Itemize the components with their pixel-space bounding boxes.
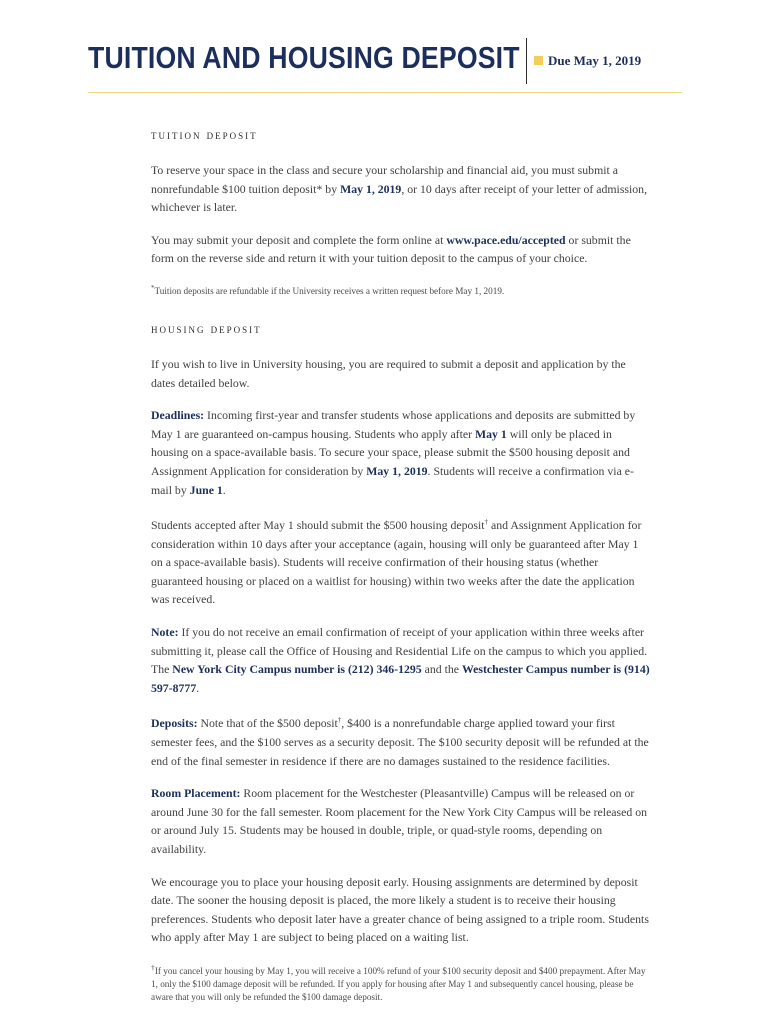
header-divider [526, 38, 527, 84]
footnote-mark: † [484, 518, 489, 527]
text: . Students will receive a confirmation via e-mail by [151, 464, 634, 497]
note-paragraph [151, 623, 651, 697]
tuition-paragraph-2 [151, 231, 651, 268]
due-marker-square [534, 56, 543, 65]
text: , $400 is a nonrefundable charge applied toward your first semester fees, and the $100 serves as a security deposit. The $100 security deposit will be refunded at the end of the final semester in residence if there are no damages sustained to the residence facilities. [151, 716, 649, 768]
document-body [151, 128, 651, 1004]
westchester-phone: Westchester Campus number is (914) 597-8777 [151, 662, 650, 695]
text: and the [421, 662, 462, 677]
tuition-deadline: May 1, 2019 [340, 181, 402, 196]
text: Incoming first-year and transfer students whose applications and deposits are submitted by May 1 are guaranteed on-campus housing. Students who apply after [151, 408, 636, 441]
nyc-phone: New York City Campus number is (212) 346-1295 [172, 662, 422, 677]
text: , or 10 days after receipt of your letter of admission, whichever is later. [151, 181, 648, 215]
footnote-mark: * [151, 283, 155, 292]
room-placement-paragraph [151, 784, 651, 858]
due-date: Due May 1, 2019 [548, 53, 642, 68]
after-may-paragraph [151, 513, 651, 609]
tuition-heading: tuition deposit [151, 128, 258, 142]
footnote-text: Tuition deposits are refundable if the University receives a written request before May 1, 2019. [154, 286, 505, 297]
header-rule [88, 92, 682, 93]
text: will only be placed in housing on a space-available basis. To secure your space, please submit the $500 housing deposit and Assignment Application for consideration by [151, 426, 630, 478]
text: If you do not receive an email confirmation of receipt of your application within three weeks after submitting it, please call the Office of Housing and Residential Life on the campus to which you applied. The [151, 625, 648, 677]
text: Room placement for the Westchester (Pleasantville) Campus will be released on or around June 30 for the fall semester. Room placement for the New York City Campus will be released on or around July 15. Students may be housed in double, triple, or quad-style rooms, depending on availability. [151, 786, 648, 856]
text: Note that of the $500 deposit [197, 716, 338, 731]
room-placement-label: Room Placement: [151, 786, 241, 801]
deposits-paragraph [151, 711, 651, 770]
encourage-paragraph: We encourage you to place your housing deposit early. Housing assignments are determined by deposit date. The sooner the housing deposit is placed, the more likely a student is to receive their housing preferences. Students who deposit later have a greater chance of being assigned to a triple room. Students who apply after May 1 are subject to being placed on a waiting list. [151, 874, 649, 945]
page-title: TUITION AND HOUSING DEPOSIT [88, 40, 520, 75]
note-label: Note: [151, 625, 179, 640]
housing-heading: housing deposit [151, 322, 262, 337]
housing-intro: If you wish to live in University housing, you are required to submit a deposit and application by the dates detailed below. [151, 357, 626, 390]
text: . [196, 680, 200, 695]
text: You may submit your deposit and complete the form online at [151, 232, 447, 247]
highlight-date: June 1 [189, 482, 223, 497]
footnote-text: If you cancel your housing by May 1, you will receive a 100% refund of your $100 security deposit and $400 prepayment. After May 1, only the $100 damage deposit will be refunded. If you apply for housing after May 1 and subsequently cancel housing, please be aware that you will only be refunded the $100 damage deposit. [151, 965, 646, 1002]
highlight-date: May 1 [475, 426, 507, 441]
text: Students accepted after May 1 should submit the $500 housing deposit [151, 518, 485, 533]
text: or submit the form on the reverse side and return it with your tuition deposit to the campus of your choice. [151, 232, 631, 266]
tuition-paragraph-1 [151, 161, 651, 217]
text: . [222, 482, 226, 497]
tuition-footnote [151, 282, 651, 298]
deadlines-paragraph [151, 406, 651, 499]
text: To reserve your space in the class and secure your scholarship and financial aid, you must submit a nonrefundable $100 tuition deposit* by [151, 163, 618, 196]
footnote-mark: † [151, 962, 155, 972]
deadlines-label: Deadlines: [151, 408, 205, 423]
text: and Assignment Application for consideration within 10 days after your acceptance (again, housing will only be guaranteed after May 1 on a space-available basis). Students will receive confirmation of their housing status (whether guaranteed housing or placed on a waitlist for housing) within two weeks after the date the application was received. [151, 518, 642, 607]
accepted-url: www.pace.edu/accepted [446, 232, 566, 247]
footnote-mark: † [337, 716, 342, 725]
housing-footnote [151, 961, 651, 1004]
deposits-label: Deposits: [151, 716, 198, 731]
highlight-date: May 1, 2019 [366, 464, 428, 478]
page-header [0, 0, 770, 96]
